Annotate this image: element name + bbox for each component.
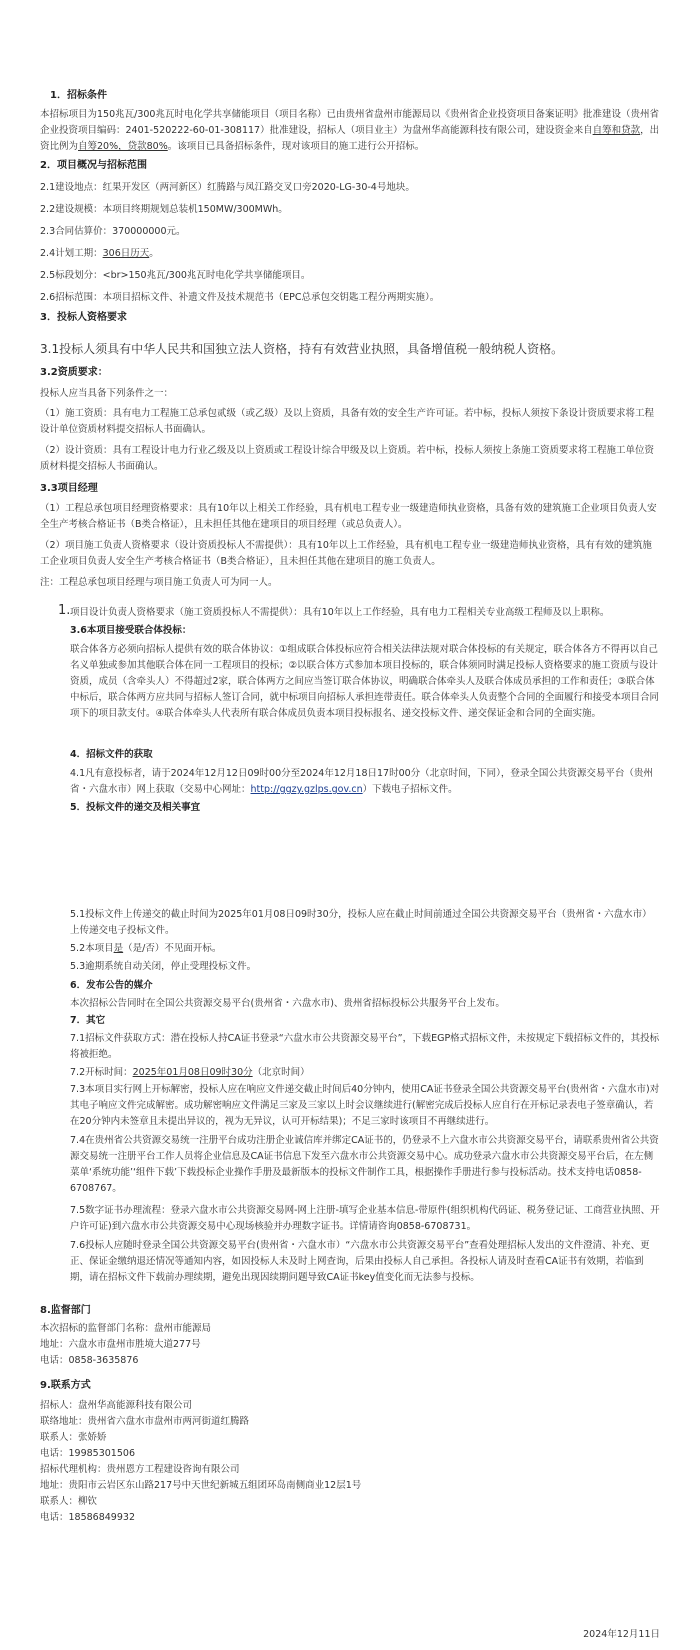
item-2-1: 2.1建设地点：红果开发区（两河新区）红腾路与凤江路交叉口旁2020-LG-30-4号地块。 — [40, 182, 415, 193]
item-5-2-end: （是/否）不见面开标。 — [123, 943, 222, 954]
section-6-heading: 6．发布公告的媒介 — [70, 980, 153, 991]
tenderer-address: 联络地址：贵州省六盘水市盘州市两河街道红腾路 — [40, 1416, 250, 1427]
opening-time: 2025年01月08日09时30分 — [132, 1067, 253, 1078]
item-3-2-heading: 3.2资质要求： — [40, 367, 108, 378]
section-1-heading: 1．招标条件 — [50, 90, 107, 101]
agency-name: 招标代理机构：贵州恩方工程建设咨询有限公司 — [40, 1464, 240, 1475]
item-7-6: 7.6投标人应随时登录全国公共资源交易平台(贵州省・六盘水市）“六盘水市公共资源交易平台”查看处理招标人发出的文件澄清、补充、更正、保证金缴纳退还情况等通知内容，如因投标人未及时上网查询，后果由投标人自己承担。各投标人请及时查看CA证书有效期，若临到期，请在招标文件下载前办理续期，避免出现因续期问题导致CA证书key值变化而无法参与投标。 — [70, 1240, 650, 1283]
section-5-heading: 5．投标文件的递交及相关事宜 — [70, 802, 201, 813]
section-1-paragraph — [40, 107, 660, 155]
construction-period: 306日历天 — [102, 248, 150, 259]
numbered-marker: 1. — [58, 603, 71, 618]
supervisor-phone: 电话：0858-3635876 — [40, 1355, 139, 1366]
item-5-2 — [70, 941, 660, 957]
item-2-5: 2.5标段划分：<br>150兆瓦/300兆瓦时电化学共享储能项目。 — [40, 270, 311, 281]
section-8-heading: 8.监督部门 — [40, 1305, 91, 1316]
section-3-note: 注：工程总承包项目经理与项目施工负责人可为同一人。 — [40, 577, 278, 588]
trading-center-link[interactable]: http://ggzy.gzlps.gov.cn — [250, 784, 363, 795]
supervisor-address: 地址：六盘水市盘州市胜境大道277号 — [40, 1339, 201, 1350]
item-3-1: 3.1投标人须具有中华人民共和国独立法人资格，持有有效营业执照，具备增值税一般纳税人资格。 — [40, 342, 564, 356]
design-qualification: （2）设计资质：具有工程设计电力行业乙级及以上资质或工程设计综合甲级及以上资质。若中标，投标人须按上条施工资质要求将工程施工单位资质材料提交招标人书面确认。 — [40, 445, 655, 472]
section-3-heading: 3．投标人资格要求 — [40, 312, 127, 323]
supervisor-name: 本次招标的监督部门名称：盘州市能源局 — [40, 1323, 212, 1334]
item-5-3: 5.3逾期系统自动关闭，停止受理投标文件。 — [70, 961, 257, 972]
section-1-text-c: 。该项目已具备招标条件，现对该项目的施工进行公开招标。 — [167, 141, 425, 152]
tenderer-phone: 电话：19985301506 — [40, 1448, 135, 1459]
section-9-heading: 9.联系方式 — [40, 1380, 91, 1391]
item-7-3: 7.3本项目实行网上开标解密，投标人应在响应文件递交截止时间后40分钟内，使用CA证书登录全国公共资源交易平台(贵州省・六盘水市)对其电子响应文件完成解密。成功解密响应文件满足三家及三家以上时会议继续进行(解密完成后投标人应自行在开标记录表电子签章确认，若在20分钟内未签章且未提出异议的，视为无异议，认可开标结果)；不足三家时该项目不再继续进行。 — [70, 1084, 660, 1127]
item-7-4: 7.4在贵州省公共资源交易统一注册平台成功注册企业诚信库并绑定CA证书的，仍登录不上六盘水市公共资源交易平台，请联系贵州省公共资源交易统一注册平台工作人员将企业信息及CA证书信息下发至六盘水市公共资源交易中心。成功登录六盘水市公共资源交易平台后，在左侧菜单‘系统功能’‘组件下载’下载投标企业操作手册及最新版本的投标文件制作工具，根据操作手册进行参与投标活动。技术支持电话0858-6708767。 — [70, 1135, 659, 1194]
funding-ratio: 自筹20%，贷款80% — [78, 141, 168, 152]
item-7-2 — [70, 1065, 660, 1081]
item-3-3-heading: 3.3项目经理 — [40, 483, 98, 494]
item-2-2: 2.2建设规模：本项目终期规划总装机150MW/300MWh。 — [40, 204, 288, 215]
tenderer: 招标人：盘州华高能源科技有限公司 — [40, 1400, 193, 1411]
item-7-2-end: （北京时间） — [252, 1067, 310, 1078]
item-2-4-label: 2.4计划工期： — [40, 248, 103, 259]
agency-address: 地址：贵阳市云岩区东山路217号中天世纪新城五组团环岛南侧商业12层1号 — [40, 1480, 362, 1491]
item-2-4-end: 。 — [149, 248, 159, 259]
item-2-4 — [40, 246, 660, 262]
pm-requirement: （1）工程总承包项目经理资格要求：具有10年以上相关工作经验，具有机电工程专业一级建造师执业资格，具备有效的建筑施工企业项目负责人安全生产考核合格证书（B类合格证），且未担任其他在建项目的项目经理（或总负责人）。 — [40, 503, 657, 530]
agency-contact: 联系人：柳钦 — [40, 1496, 98, 1507]
item-4-1-text: 4.1凡有意投标者，请于2024年12月12日09时00分至2024年12月18日17时00分（北京时间，下同），登录全国公共资源交易平台（贵州省・六盘水市）网上获取（交易中心网址： — [70, 768, 653, 795]
design-lead-requirement: 项目设计负责人资格要求（施工资质投标人不需提供）：具有10年以上工作经验，具有电力工程相关专业高级工程师及以上职称。 — [70, 607, 610, 618]
joint-bid-paragraph: 联合体各方必须向招标人提供有效的联合体协议：①组成联合体投标应符合相关法律法规对联合体投标的有关规定，联合体各方不得再以自己名义单独或参加其他联合体在同一工程项目的投标；②以联合体方式参加本项目投标的，联合体须同时满足投标人资格要求的施工资质与设计资质，成员（含牵头人）不得超过2家，联合体两方之间应当签订联合体协议，明确联合体牵头人及联合体成员承担的工作和责任；③联合体中标后，联合体两方应共同与招标人签订合同，就中标项目向招标人承担连带责任。联合体牵头人负责整个合同的全面履行和接受本项目合同项下的项目款支付。④联合体牵头人代表所有联合体成员负责本项目投标报名、递交投标文件、递交保证金和合同的全面实施。 — [70, 644, 660, 719]
section-6-text: 本次招标公告同时在全国公共资源交易平台(贵州省・六盘水市)、贵州省招标投标公共服务平台上发布。 — [70, 998, 505, 1009]
item-5-2-text: 5.2本项目 — [70, 943, 114, 954]
section-7-heading: 7．其它 — [70, 1015, 106, 1026]
section-4-heading: 4．招标文件的获取 — [70, 749, 153, 760]
item-7-5: 7.5数字证书办理流程：登录六盘水市公共资源交易网-网上注册-填写企业基本信息-带原件(组织机构代码证、税务登记证、工商营业执照、开户许可证)到六盘水市公共资源交易中心现场核验并办理数字证书。详情请咨询0858-6708731。 — [70, 1205, 660, 1232]
item-5-1: 5.1投标文件上传递交的截止时间为2025年01月08日09时30分，投标人应在截止时间前通过全国公共资源交易平台（贵州省・六盘水市）上传递交电子投标文件。 — [70, 909, 652, 936]
item-3-6-heading: 3.6本项目接受联合体投标： — [70, 625, 192, 636]
item-7-2-label: 7.2开标时间： — [70, 1067, 133, 1078]
section-1-text-b: ，出资比例为 — [40, 125, 660, 152]
item-7-1: 7.1招标文件获取方式：潜在投标人持CA证书登录“六盘水市公共资源交易平台”，下载EGP格式招标文件，未按规定下载招标文件的，其投标将被拒绝。 — [70, 1033, 660, 1060]
item-4-1-end: ）下载电子招标文件。 — [362, 784, 458, 795]
item-2-6: 2.6招标范围：本项目招标文件、补遗文件及技术规范书（EPC总承包交钥匙工程分两期实施）。 — [40, 292, 440, 303]
item-3-2-intro: 投标人应当具备下列条件之一： — [40, 388, 174, 399]
section-1-text-a: 本招标项目为150兆瓦/300兆瓦时电化学共享储能项目（项目名称）已由贵州省盘州市能源局以《贵州省企业投资项目备案证明》批准建设（贵州省企业投资项目编码：2401-520222-60-01-308117）批准建设，招标人（项目业主）为盘州华高能源科技有限公司，建设资金来自 — [40, 109, 659, 136]
publish-date: 2024年12月11日 — [583, 1629, 660, 1640]
tenderer-contact: 联系人：张娇娇 — [40, 1432, 107, 1443]
construction-qualification: （1）施工资质：具有电力工程施工总承包贰级（或乙级）及以上资质，具备有效的安全生产许可证。若中标，投标人须按下条设计资质要求将工程设计单位资质材料提交招标人书面确认。 — [40, 408, 655, 435]
section-2-heading: 2．项目概况与招标范围 — [40, 160, 147, 171]
agency-phone: 电话：18586849932 — [40, 1512, 135, 1523]
item-2-3: 2.3合同估算价：370000000元。 — [40, 226, 186, 237]
construction-lead-requirement: （2）项目施工负责人资格要求（设计资质投标人不需提供）：具有10年以上工作经验，具有机电工程专业一级建造师执业资格，具有有效的建筑施工企业项目负责人安全生产考核合格证书（B类合格证），且未担任其他在建项目的施工负责人。 — [40, 540, 652, 567]
remote-opening-flag: 是 — [113, 943, 124, 954]
item-4-1 — [70, 766, 660, 798]
funding-source: 自筹和贷款 — [592, 125, 641, 136]
